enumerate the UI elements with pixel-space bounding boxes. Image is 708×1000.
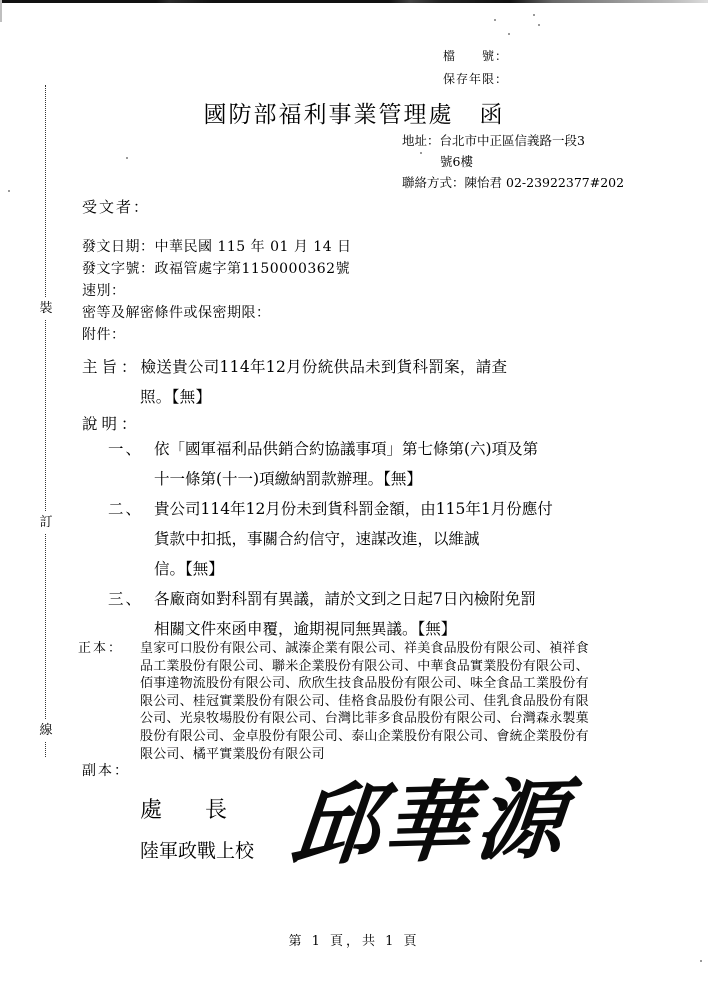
scan-speck (8, 190, 10, 192)
contact-label: 聯絡方式： (402, 175, 465, 190)
explanation-item (108, 494, 653, 584)
explanation-label: 說明： (82, 415, 141, 433)
item-line: 相關文件來函申覆，逾期視同無異議。【無】 (154, 620, 457, 638)
original-recipients-label: 正本： (78, 641, 124, 656)
attachment-label: 附件： (82, 327, 126, 343)
address-value-1: 台北市中正區信義路一段3 (439, 133, 585, 148)
document-title (0, 96, 708, 129)
binding-mark-xian: 線 (36, 720, 56, 742)
recipient-line: 公司、光泉牧場股份有限公司、台灣比菲多食品股份有限公司、台灣森永製菓 (140, 711, 589, 727)
copy-recipients-label: 副本： (82, 763, 130, 779)
scan-edge-left (0, 0, 2, 22)
contact-line (402, 172, 624, 193)
recipient-line: 品工業股份有限公司、聯米企業股份有限公司、中華食品實業股份有限公司、 (140, 658, 589, 674)
subject-line-1: 檢送貴公司114年12月份統供品未到貨科罰案，請查 (140, 358, 508, 376)
speed-level-label: 速別： (82, 283, 126, 299)
recipient-label: 受文者： (82, 198, 151, 216)
scan-speck (126, 157, 128, 159)
signer-title-second: 長 (205, 798, 229, 823)
scan-speck (538, 24, 540, 26)
archive-number-label: 檔 號： (443, 49, 509, 63)
address-line-2: 號6樓 (440, 154, 473, 169)
document-type: 函 (479, 102, 505, 128)
signature-calligraphy: 邱華源 (286, 766, 574, 878)
explanation-item (108, 434, 653, 494)
retention-period-label: 保存年限： (443, 72, 509, 86)
document-number-label: 發文字號： (82, 261, 155, 277)
document-number-row (82, 258, 350, 278)
original-recipients-lines (78, 640, 656, 763)
contact-value: 陳怡君 02-23922377#202 (464, 175, 625, 190)
page-footer: 第 1 頁，共 1 頁 (288, 934, 420, 949)
item-number: 一、 (108, 440, 144, 458)
binding-mark-ding: 訂 (36, 512, 56, 534)
item-number: 三、 (108, 590, 144, 608)
signer-title-first: 處 (140, 798, 164, 823)
scan-speck (533, 14, 535, 16)
address-line-1 (402, 130, 624, 151)
scan-speck (508, 33, 510, 35)
item-number: 二、 (108, 500, 144, 518)
item-line: 各廠商如對科罰有異議，請於文到之日起7日內檢附免罰 (154, 590, 536, 608)
address-block (402, 130, 624, 193)
issue-date-value: 中華民國 115 年 01 月 14 日 (154, 239, 352, 255)
scan-speck (494, 19, 496, 21)
issue-date-row (82, 236, 352, 256)
item-line: 信。【無】 (154, 560, 224, 578)
address-label: 地址： (402, 133, 440, 148)
recipient-line: 皇家可口股份有限公司、誠溱企業有限公司、祥美食品股份有限公司、禎祥食 (140, 641, 589, 656)
recipient-line: 限公司、桂冠實業股份有限公司、佳格食品股份有限公司、佳乳食品股份有限 (140, 693, 589, 709)
explanation-item (108, 584, 653, 644)
scan-speck (700, 960, 702, 962)
scan-edge-top (0, 0, 708, 3)
item-line: 依「國軍福利品供銷合約協議事項」第七條第(六)項及第 (154, 440, 539, 458)
recipient-line: 股份有限公司、金卓股份有限公司、泰山企業股份有限公司、會統企業股份有 (140, 728, 589, 744)
explanation-items (108, 434, 653, 644)
subject-section (82, 352, 647, 412)
subject-label: 主旨： (82, 358, 141, 376)
binding-mark-zhuang: 裝 (36, 298, 56, 320)
recipient-line: 佰事達物流股份有限公司、欣欣生技食品股份有限公司、味全食品工業股份有 (140, 676, 589, 692)
item-line: 貴公司114年12月份未到貨科罰金額，由115年1月份應付 (154, 500, 553, 518)
original-recipients-block (78, 640, 656, 763)
secrecy-label: 密等及解密條件或保密期限： (82, 305, 271, 321)
signer-title (140, 793, 228, 824)
item-line: 十一條第(十一)項繳納罰款辦理。【無】 (154, 470, 422, 488)
signer-rank: 陸軍政戰上校 (140, 840, 255, 862)
recipient-line: 限公司、橘平實業股份有限公司 (140, 746, 325, 762)
issue-date-label: 發文日期： (82, 239, 155, 255)
document-number-value: 政福管處字第1150000362號 (154, 261, 351, 277)
subject-line-2: 照。【無】 (140, 388, 212, 406)
item-line: 貨款中扣抵，事關合約信守，速謀改進，以維誠 (154, 530, 480, 548)
issuing-organization: 國防部福利事業管理處 (203, 102, 454, 128)
binding-dotted-line (45, 85, 46, 757)
